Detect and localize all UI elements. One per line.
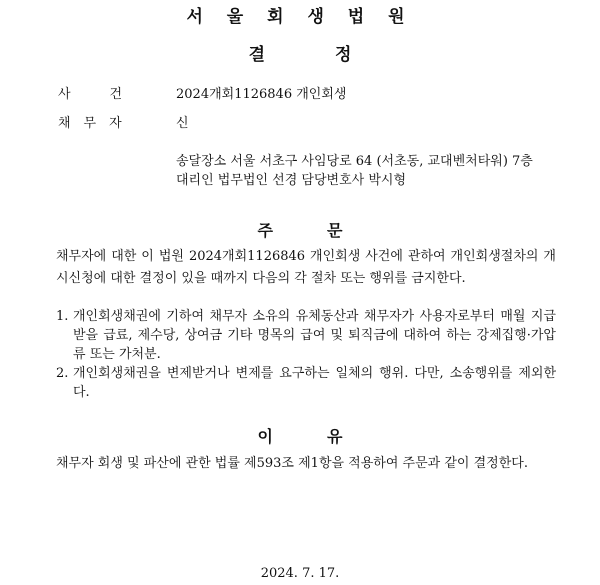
- order-title: [0, 218, 600, 241]
- order-title-char-2: 문: [327, 221, 343, 240]
- service-address: 송달장소 서울 서초구 사임당로 64 (서초동, 교대벤처타워) 7층: [176, 154, 533, 169]
- debtor-row: [0, 115, 600, 133]
- case-label: 사 건: [58, 87, 123, 102]
- document-type-char-2: 정: [335, 45, 352, 65]
- document-type-char-1: 결: [248, 45, 265, 65]
- reason-title-char-2: 유: [327, 427, 343, 446]
- document-type-title: [0, 40, 600, 65]
- decision-date: 2024. 7. 17.: [260, 566, 340, 581]
- case-value: 2024개회1126846 개인회생: [176, 87, 347, 102]
- representative: 대리인 법무법인 선경 담당변호사 박시형: [176, 173, 407, 188]
- order-item-text: 개인회생채권을 변제받거나 변제를 요구하는 일체의 행위. 다만, 소송행위를 제외한다.: [73, 366, 556, 400]
- order-item-2: [56, 364, 556, 402]
- reason-paragraph: 채무자 회생 및 파산에 관한 법률 제593조 제1항을 적용하여 주문과 같이 결정한다.: [56, 456, 528, 471]
- reason-title-char-1: 이: [257, 427, 273, 446]
- order-item-number: 1.: [56, 309, 69, 324]
- court-name: 서 울 회 생 법 원: [186, 7, 414, 27]
- order-intro-paragraph: 채무자에 대한 이 법원 2024개회1126846 개인회생 사건에 관하여 개인회생절차의 개시신청에 대한 결정이 있을 때까지 다음의 각 절차 또는 행위를 금지한다.: [56, 249, 556, 286]
- case-row: [0, 86, 600, 104]
- order-item-text: 개인회생채권에 기하여 채무자 소유의 유체동산과 채무자가 사용자로부터 매월 지급받을 급료, 제수당, 상여금 기타 명목의 급여 및 퇴직금에 대하여 하는 강제집행·가압류 또는 가처분.: [73, 309, 556, 362]
- debtor-label: 채 무 자: [58, 116, 122, 131]
- order-item-number: 2.: [56, 366, 69, 381]
- debtor-value: 신: [176, 116, 189, 131]
- order-title-char-1: 주: [257, 221, 273, 240]
- reason-title: [0, 424, 600, 447]
- order-item-1: [56, 307, 556, 364]
